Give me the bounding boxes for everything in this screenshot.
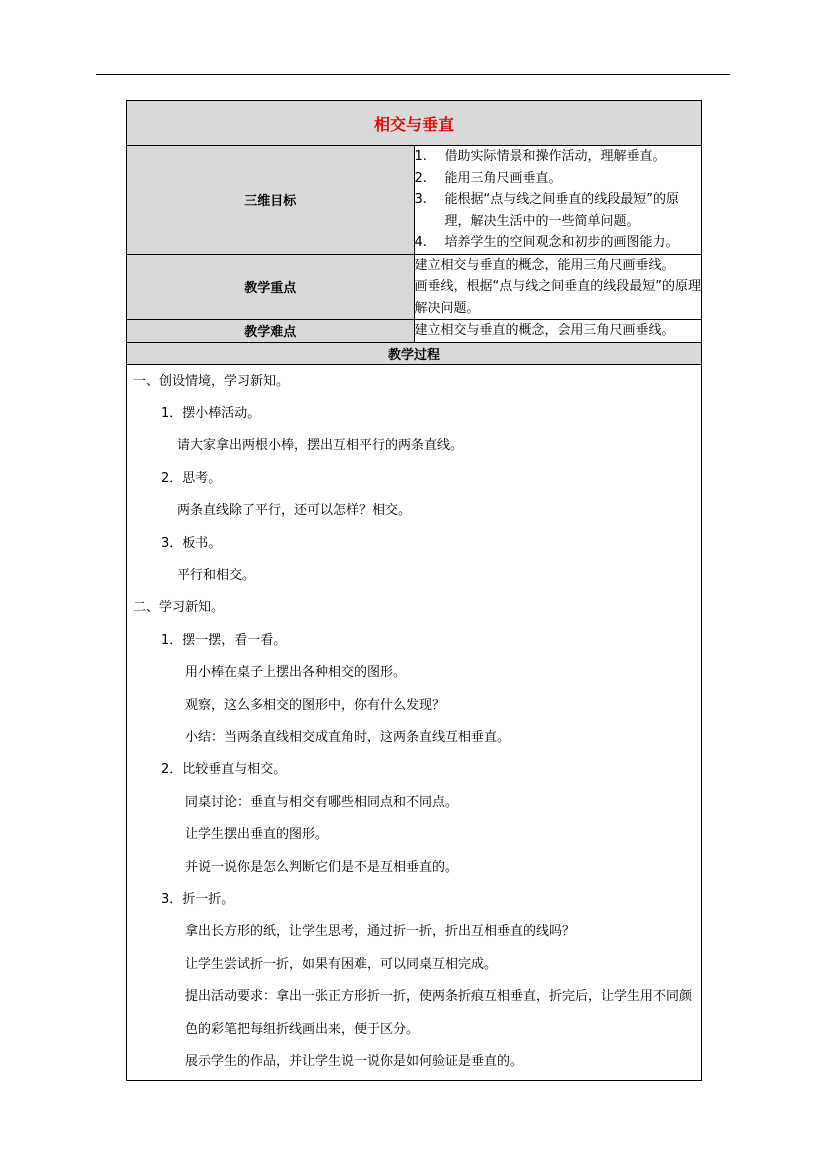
objective-item: [415, 232, 702, 254]
step-text: 展示学生的作品，并让学生说一说你是如何验证是垂直的。: [185, 1053, 524, 1069]
objective-number: 1.: [414, 149, 427, 164]
objective-item: [415, 189, 702, 232]
section-heading: 一、创设情境，学习新知。: [133, 373, 290, 389]
step-heading: 2．比较垂直与相交。: [161, 762, 287, 778]
step-heading: 2．思考。: [161, 470, 222, 486]
section-heading: 二、学习新知。: [133, 600, 225, 616]
objective-number: 3.: [414, 192, 427, 207]
step-heading: 3．板书。: [161, 535, 222, 551]
step-heading: 1．摆一摆，看一看。: [161, 632, 287, 648]
header-rule: [96, 74, 730, 75]
objective-item: [415, 168, 702, 190]
step-text: 同桌讨论：垂直与相交有哪些相同点和不同点。: [185, 794, 459, 810]
objectives-label: 三维目标: [127, 146, 415, 255]
step-heading: 3．折一折。: [161, 891, 235, 907]
lesson-plan-table: [126, 100, 702, 1081]
step-text: 用小棒在桌子上摆出各种相交的图形。: [185, 665, 407, 681]
step-text: 平行和相交。: [177, 568, 256, 584]
difficulties-content: 建立相交与垂直的概念，会用三角尺画垂线。: [414, 320, 702, 343]
objective-text: 能根据“点与线之间垂直的线段最短”的原理，解决生活中的一些简单问题。: [444, 192, 679, 229]
step-text: 并说一说你是怎么判断它们是不是互相垂直的。: [185, 859, 459, 875]
step-text: 两条直线除了平行，还可以怎样？相交。: [177, 503, 412, 519]
objective-number: 4.: [414, 235, 427, 250]
objective-item: [415, 146, 702, 168]
objective-number: 2.: [414, 170, 427, 186]
process-heading: 教学过程: [127, 342, 702, 364]
step-text: 观察，这么多相交的图形中，你有什么发现？: [185, 697, 446, 713]
step-text: 拿出长方形的纸，让学生思考，通过折一折，折出互相垂直的线吗？: [185, 924, 576, 940]
objectives-list: [414, 146, 702, 255]
step-text: 让学生尝试折一折，如果有困难，可以同桌互相完成。: [185, 956, 498, 972]
key-point-line: 画垂线，根据“点与线之间垂直的线段最短”的原理解决问题。: [414, 279, 701, 316]
step-text: 让学生摆出垂直的图形。: [185, 827, 329, 843]
key-points-label: 教学重点: [127, 254, 415, 320]
difficulties-label: 教学难点: [127, 320, 415, 343]
objective-text: 培养学生的空间观念和初步的画图能力。: [444, 235, 679, 250]
key-point-line: 建立相交与垂直的概念，能用三角尺画垂线。: [414, 257, 675, 273]
step-text: 提出活动要求：拿出一张正方形折一折，使两条折痕互相垂直，折完后，让学生用不同颜色的彩笔把每组折线画出来，便于区分。: [185, 989, 693, 1037]
lesson-title: 相交与垂直: [127, 101, 702, 146]
process-body: [127, 364, 702, 1080]
step-text: 小结：当两条直线相交成直角时，这两条直线互相垂直。: [185, 729, 511, 745]
objective-text: 能用三角尺画垂直。: [444, 170, 562, 186]
key-points-content: [414, 254, 702, 320]
step-heading: 1．摆小棒活动。: [161, 406, 261, 422]
objective-text: 借助实际情景和操作活动，理解垂直。: [444, 149, 666, 164]
step-text: 请大家拿出两根小棒，摆出互相平行的两条直线。: [177, 438, 464, 454]
